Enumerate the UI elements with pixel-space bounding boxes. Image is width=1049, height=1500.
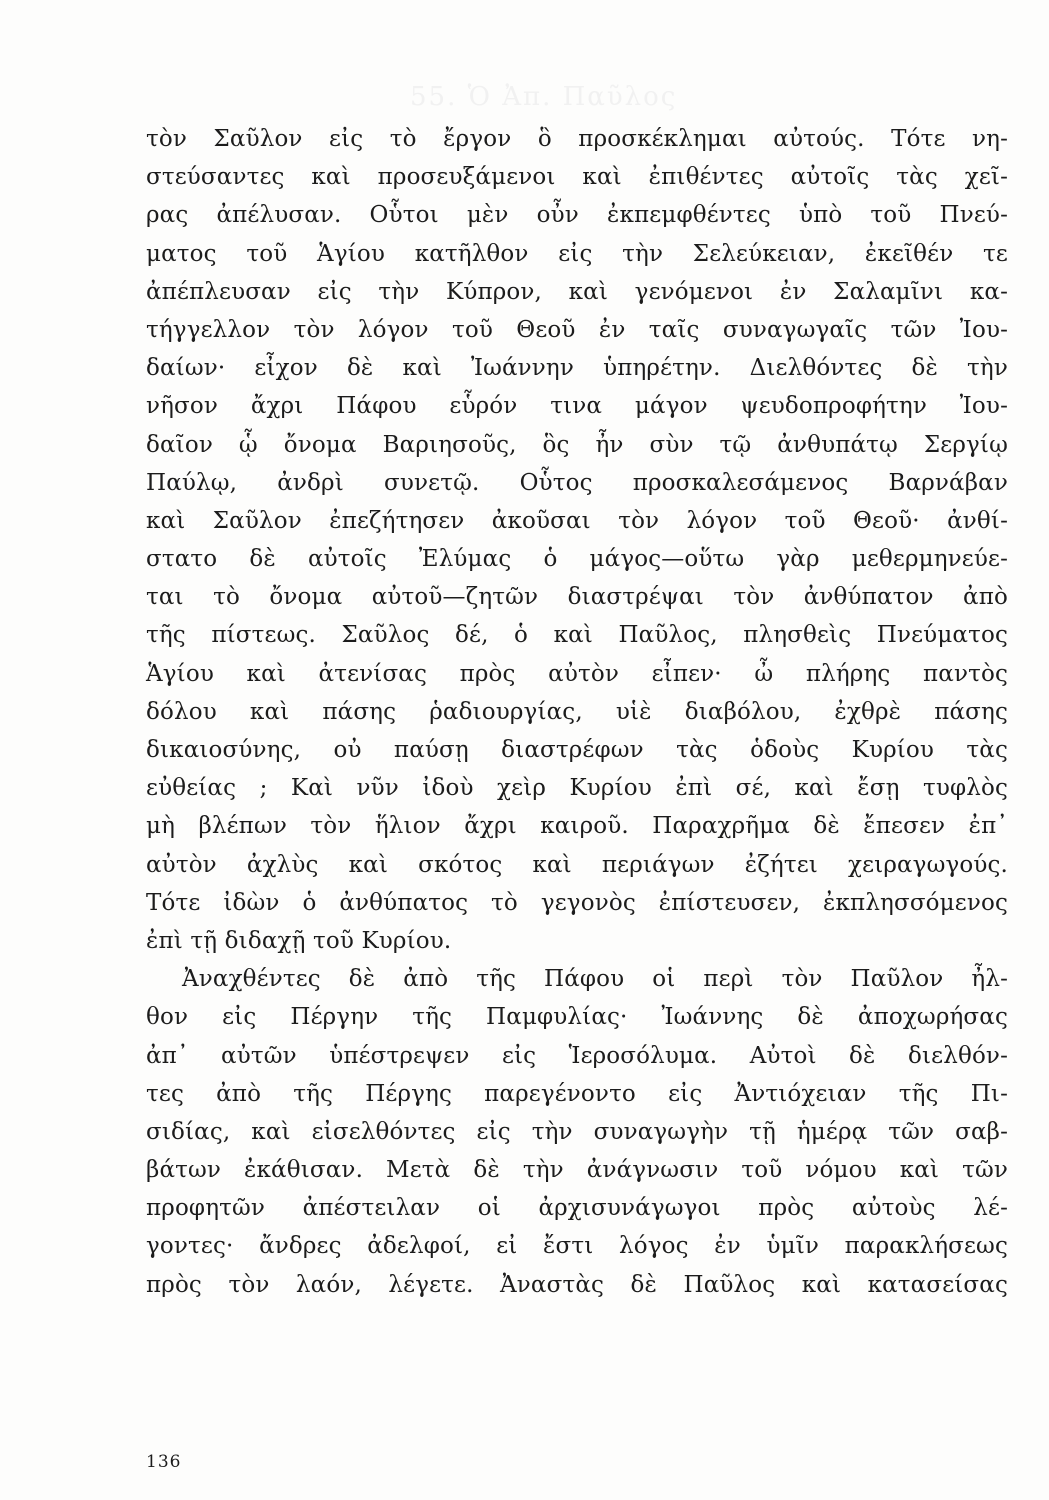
text-line-20: αὐτὸν ἀχλὺς καὶ σκότος καὶ περιάγων ἐζήτει χειραγωγούς. xyxy=(146,851,1008,878)
text-line-18: εὐθείας ; Καὶ νῦν ἰδοὺ χεὶρ Κυρίου ἐπὶ σέ, καὶ ἔσῃ τυφλὸς xyxy=(146,775,1008,802)
text-line-19: μὴ βλέπων τὸν ἥλιον ἄχρι καιροῦ. Παραχρῆμα δὲ ἔπεσεν ἐπ᾿ xyxy=(146,813,1008,840)
text-line-3: ρας ἀπέλυσαν. Οὗτοι μὲν οὖν ἐκπεμφθέντες ὑπὸ τοῦ Πνεύ- xyxy=(146,202,1008,229)
text-line-8: νῆσον ἄχρι Πάφου εὗρόν τινα μάγον ψευδοπροφήτην Ἰου- xyxy=(146,393,1008,420)
text-line-10: Παύλῳ, ἀνδρὶ συνετῷ. Οὗτος προσκαλεσάμενος Βαρνάβαν xyxy=(146,469,1008,496)
text-line-26: τες ἀπὸ τῆς Πέργης παρεγένοντο εἰς Ἀντιόχειαν τῆς Πι- xyxy=(146,1080,1008,1107)
text-line-1: τὸν Σαῦλον εἰς τὸ ἔργον ὃ προσκέκλημαι αὐτούς. Τότε νη- xyxy=(146,126,1008,152)
text-line-29: προφητῶν ἀπέστειλαν οἱ ἀρχισυνάγωγοι πρὸς αὐτοὺς λέ- xyxy=(146,1195,1008,1222)
text-line-5: ἀπέπλευσαν εἰς τὴν Κύπρον, καὶ γενόμενοι ἐν Σαλαμῖνι κα- xyxy=(146,278,1008,305)
text-line-7: δαίων· εἶχον δὲ καὶ Ἰωάννην ὑπηρέτην. Διελθόντες δὲ τὴν xyxy=(146,355,1008,382)
text-line-27: σιδίας, καὶ εἰσελθόντες εἰς τὴν συναγωγὴν τῇ ἡμέρᾳ τῶν σαβ- xyxy=(146,1118,1008,1145)
text-line-15: Ἁγίου καὶ ἀτενίσας πρὸς αὐτὸν εἶπεν· ὦ πλήρης παντὸς xyxy=(146,660,1008,687)
text-line-12: στατο δὲ αὐτοῖς Ἐλύμας ὁ μάγος—οὕτω γὰρ μεθερμηνεύε- xyxy=(146,546,1008,573)
text-line-21: Τότε ἰδὼν ὁ ἀνθύπατος τὸ γεγονὸς ἐπίστευσεν, ἐκπλησσόμενος xyxy=(146,889,1008,916)
text-line-2: στεύσαντες καὶ προσευξάμενοι καὶ ἐπιθέντες αὐτοῖς τὰς χεῖ- xyxy=(146,164,1008,191)
body-text xyxy=(146,120,1008,1304)
text-line-25: ἀπ᾿ αὐτῶν ὑπέστρεψεν εἰς Ἱεροσόλυμα. Αὐτοὶ δὲ διελθόν- xyxy=(146,1042,1008,1069)
text-line-13: ται τὸ ὄνομα αὐτοῦ—ζητῶν διαστρέψαι τὸν ἀνθύπατον ἀπὸ xyxy=(146,584,1008,611)
page-number: 136 xyxy=(146,1452,182,1472)
text-line-28: βάτων ἐκάθισαν. Μετὰ δὲ τὴν ἀνάγνωσιν τοῦ νόμου καὶ τῶν xyxy=(146,1157,1008,1184)
text-line-14: τῆς πίστεως. Σαῦλος δέ, ὁ καὶ Παῦλος, πλησθεὶς Πνεύματος xyxy=(146,622,1008,649)
text-line-30: γοντες· ἄνδρες ἀδελφοί, εἰ ἔστι λόγος ἐν ὑμῖν παρακλήσεως xyxy=(146,1233,1008,1260)
text-line-24: θον εἰς Πέργην τῆς Παμφυλίας· Ἰωάννης δὲ ἀποχωρήσας xyxy=(146,1004,1008,1031)
text-line-6: τήγγελλον τὸν λόγον τοῦ Θεοῦ ἐν ταῖς συναγωγαῖς τῶν Ἰου- xyxy=(146,316,1008,343)
text-line-22: ἐπὶ τῇ διδαχῇ τοῦ Κυρίου. xyxy=(146,927,452,954)
text-line-31: πρὸς τὸν λαόν, λέγετε. Ἀναστὰς δὲ Παῦλος καὶ κατασείσας xyxy=(146,1271,1008,1298)
text-line-23: Ἀναχθέντες δὲ ἀπὸ τῆς Πάφου οἱ περὶ τὸν Παῦλον ἦλ- xyxy=(182,966,1008,993)
text-line-11: καὶ Σαῦλον ἐπεζήτησεν ἀκοῦσαι τὸν λόγον τοῦ Θεοῦ· ἀνθί- xyxy=(146,507,1008,534)
text-line-4: ματος τοῦ Ἁγίου κατῆλθον εἰς τὴν Σελεύκειαν, ἐκεῖθέν τε xyxy=(146,240,1008,267)
text-line-9: δαῖον ᾧ ὄνομα Βαριησοῦς, ὃς ἦν σὺν τῷ ἀνθυπάτῳ Σεργίῳ xyxy=(146,431,1008,458)
show-through-heading: 55. Ὁ Ἀπ. Παῦλος xyxy=(410,82,678,112)
text-line-16: δόλου καὶ πάσης ῥαδιουργίας, υἱὲ διαβόλου, ἐχθρὲ πάσης xyxy=(146,698,1008,725)
text-line-17: δικαιοσύνης, οὐ παύσῃ διαστρέφων τὰς ὁδοὺς Κυρίου τὰς xyxy=(146,737,1008,763)
